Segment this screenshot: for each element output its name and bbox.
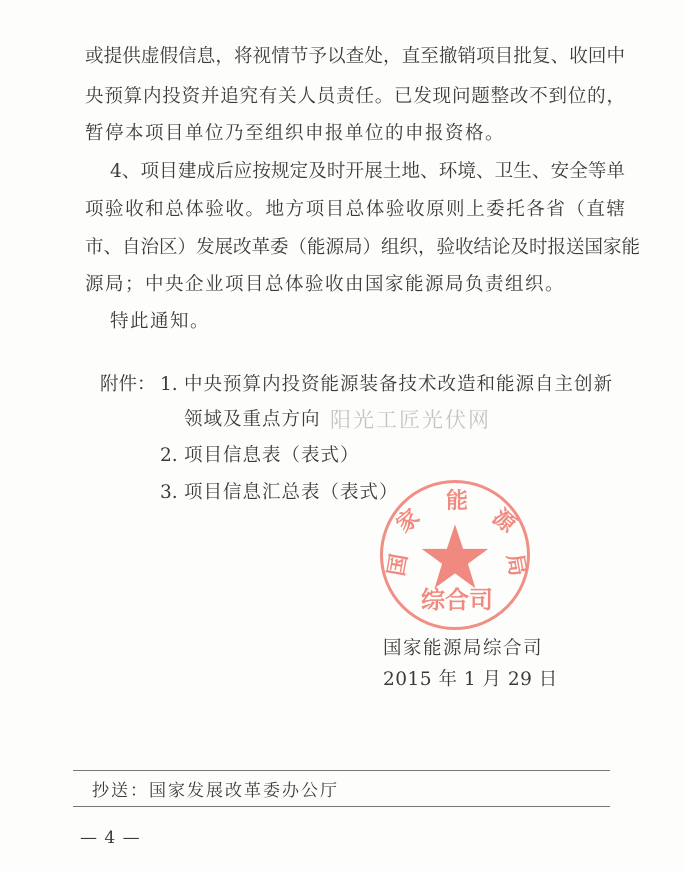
seal-glyph: 局 — [501, 551, 531, 579]
attachment-number: 2. — [160, 445, 178, 466]
body-line: 源局；中央企业项目总体验收由国家能源局负责组织。 — [85, 274, 566, 295]
signing-organization: 国家能源局综合司 — [383, 638, 544, 659]
attachment-number: 1. — [160, 374, 178, 395]
attachment-item: 领域及重点方向 — [184, 409, 321, 430]
attachment-item: 项目信息表（表式） — [184, 445, 360, 466]
signing-date: 2015 年 1 月 29 日 — [383, 669, 558, 690]
body-line: 4、项目建成后应按规定及时开展土地、环境、卫生、安全等单 — [110, 161, 625, 182]
body-line: 市、自治区）发展改革委（能源局）组织，验收结论及时报送国家能 — [85, 237, 641, 258]
body-line: 央预算内投资并追究有关人员责任。已发现问题整改不到位的， — [85, 86, 625, 107]
watermark: 阳光工匠光伏网 — [330, 408, 491, 432]
attachment-item: 中央预算内投资能源装备技术改造和能源自主创新 — [184, 374, 614, 395]
seal-glyph: 国 — [383, 551, 413, 579]
divider — [73, 770, 610, 771]
official-seal — [380, 480, 530, 630]
seal-glyph: 家 — [391, 503, 425, 539]
body-line: 或提供虚假信息，将视情节予以查处，直至撤销项目批复、收回中 — [85, 46, 625, 67]
closing-line: 特此通知。 — [110, 311, 211, 332]
attachment-item: 项目信息汇总表（表式） — [184, 482, 399, 503]
attachment-number: 3. — [160, 482, 178, 503]
attachments-label: 附件： — [100, 374, 156, 395]
seal-glyph: 能 — [446, 488, 469, 514]
body-line: 项验收和总体验收。地方项目总体验收原则上委托各省（直辖 — [85, 199, 625, 220]
seal-glyph: 综合司 — [421, 585, 493, 614]
divider — [73, 806, 610, 807]
seal-glyph: 源 — [487, 503, 521, 539]
cc-line: 抄送：国家发展改革委办公厅 — [92, 781, 339, 801]
star-icon — [420, 523, 490, 591]
body-line: 暂停本项目单位乃至组织申报单位的申报资格。 — [85, 123, 506, 144]
page-number: — 4 — — [80, 828, 141, 848]
